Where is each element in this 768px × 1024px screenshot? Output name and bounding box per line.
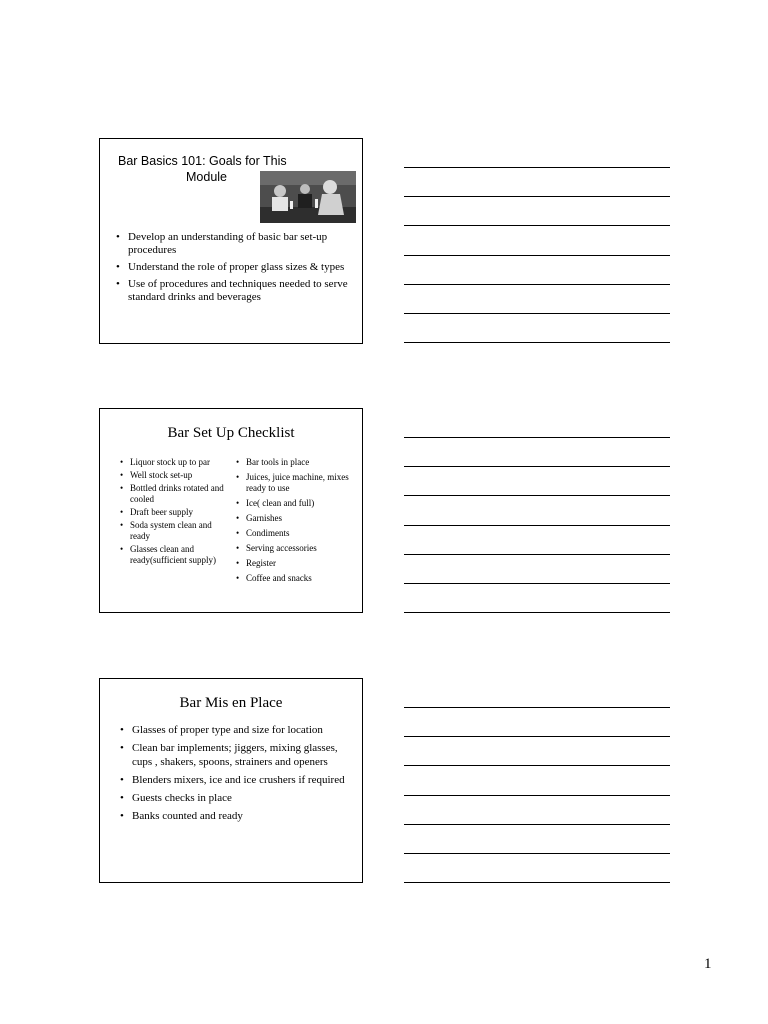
list-item: • Use of procedures and techniques needed to serve standard drinks and beverages (116, 278, 352, 304)
slide-3-bullet-list (120, 723, 352, 827)
notes-line (404, 284, 670, 285)
slide-1-bullet-list (116, 231, 352, 308)
slide-3 (99, 678, 363, 883)
list-item: • Blenders mixers, ice and ice crushers if required (120, 773, 352, 787)
notes-line (404, 342, 670, 343)
list-item: • Garnishes (236, 513, 354, 524)
notes-line (404, 495, 670, 496)
slide-2 (99, 408, 363, 613)
slide-1-title: Bar Basics 101: Goals for This Module (118, 154, 287, 184)
list-item: • Juices, juice machine, mixes ready to use (236, 472, 354, 494)
notes-line (404, 736, 670, 737)
list-item: • Coffee and snacks (236, 573, 354, 584)
notes-line (404, 313, 670, 314)
notes-line (404, 225, 670, 226)
notes-line (404, 765, 670, 766)
list-item: • Soda system clean and ready (120, 520, 232, 542)
notes-line (404, 466, 670, 467)
notes-line (404, 853, 670, 854)
notes-line (404, 583, 670, 584)
notes-line (404, 196, 670, 197)
notes-line (404, 795, 670, 796)
list-item: • Draft beer supply (120, 507, 232, 518)
list-item: • Bar tools in place (236, 457, 354, 468)
notes-line (404, 554, 670, 555)
notes-line (404, 525, 670, 526)
slide-2-title: Bar Set Up Checklist (167, 425, 295, 441)
list-item: • Clean bar implements; jiggers, mixing glasses, cups , shakers, spoons, strainers and openers (120, 741, 352, 769)
notes-line (404, 167, 670, 168)
list-item: • Glasses of proper type and size for location (120, 723, 352, 737)
slide-2-right-list (236, 457, 354, 588)
slide-2-left-list (120, 457, 232, 568)
slide-1 (99, 138, 363, 344)
notes-line (404, 255, 670, 256)
slide-3-title: Bar Mis en Place (179, 695, 283, 711)
list-item: • Register (236, 558, 354, 569)
list-item: • Guests checks in place (120, 791, 352, 805)
list-item: • Understand the role of proper glass sizes & types (116, 261, 352, 274)
list-item: • Serving accessories (236, 543, 354, 554)
notes-line (404, 824, 670, 825)
list-item: • Develop an understanding of basic bar set-up procedures (116, 231, 352, 257)
page-number: 1 (704, 956, 712, 972)
notes-line (404, 882, 670, 883)
list-item: • Glasses clean and ready(sufficient supply) (120, 544, 232, 566)
bar-staff-photo-icon (260, 171, 356, 223)
list-item: • Ice( clean and full) (236, 498, 354, 509)
notes-line (404, 707, 670, 708)
list-item: • Liquor stock up to par (120, 457, 232, 468)
list-item: • Bottled drinks rotated and cooled (120, 483, 232, 505)
notes-line (404, 437, 670, 438)
notes-line (404, 612, 670, 613)
list-item: • Well stock set-up (120, 470, 232, 481)
list-item: • Condiments (236, 528, 354, 539)
list-item: • Banks counted and ready (120, 809, 352, 823)
